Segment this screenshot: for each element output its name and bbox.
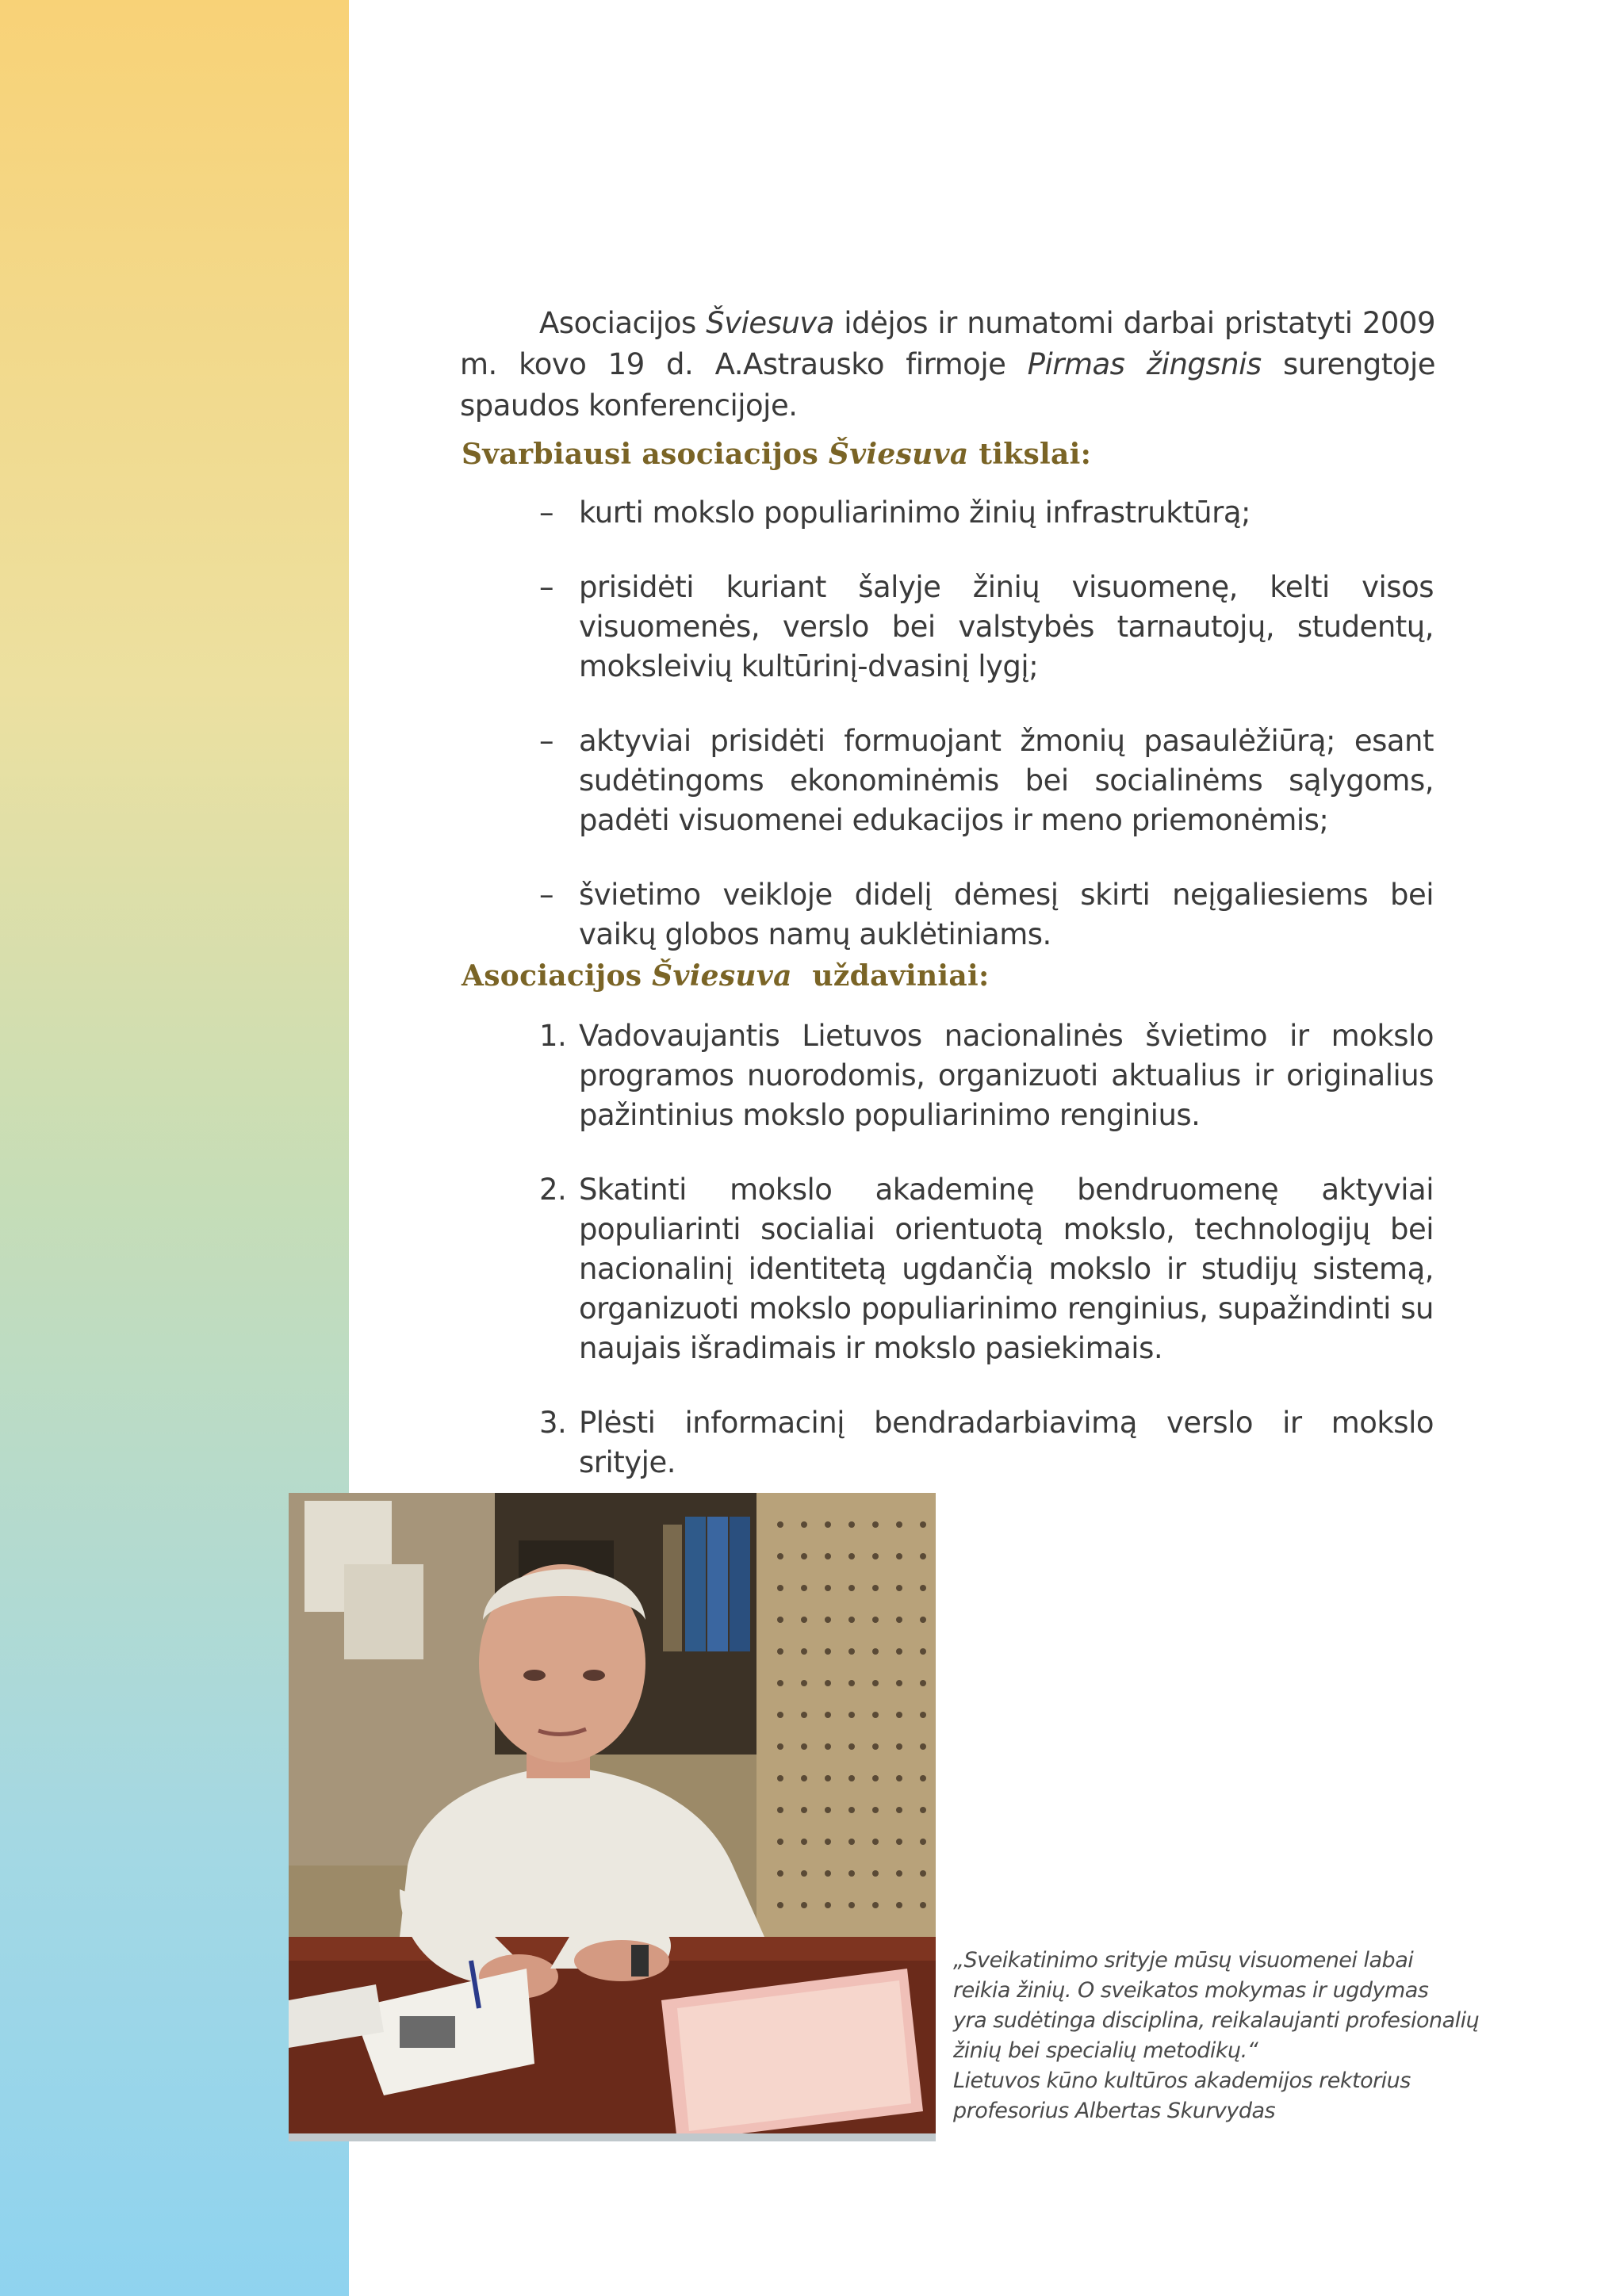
dash-marker: – <box>539 724 553 758</box>
goal-item <box>539 875 1434 955</box>
goal-text: kurti mokslo populiarinimo žinių infrastruktūrą; <box>579 496 1251 530</box>
goals-heading-suffix: tikslai: <box>968 438 1092 471</box>
task-item <box>539 1403 1434 1483</box>
intro-firm-name: Pirmas žingsnis <box>1027 347 1262 381</box>
task-item <box>539 1016 1434 1135</box>
task-text: Plėsti informacinį bendradarbiavimą verslo ir mokslo srityje. <box>579 1406 1434 1479</box>
task-number: 2. <box>539 1173 567 1207</box>
tasks-heading-suffix: uždaviniai: <box>791 959 990 993</box>
task-number: 1. <box>539 1019 567 1053</box>
dash-marker: – <box>539 496 553 530</box>
tasks-heading-name: Šviesuva <box>652 959 792 993</box>
goals-list <box>539 493 1434 989</box>
tasks-heading <box>462 959 990 993</box>
tasks-list <box>539 1016 1434 1517</box>
goals-heading-text: Svarbiausi asociacijos <box>462 438 829 471</box>
task-text: Skatinti mokslo akademinę bendruomenę aktyviai populiarinti socialiai orientuotą mokslo, technologijų bei nacionalinį identitetą ugdančią mokslo ir studijų sistemą, organizuoti mokslo populiarinimo renginius, supažindinti su naujais išradimais ir mokslo pasiekimais. <box>579 1173 1434 1365</box>
intro-paragraph <box>460 303 1435 427</box>
intro-text-2: idėjos ir numatomi darbai pristatyti 2009 m. kovo 19 d. A.Astrausko firmoje <box>460 306 1435 381</box>
dash-marker: – <box>539 570 553 604</box>
quote-attribution-title: Lietuvos kūno kultūros akademijos rektorius <box>953 2068 1411 2093</box>
rector-photo <box>289 1493 936 2141</box>
task-item <box>539 1170 1434 1368</box>
goal-text: švietimo veikloje didelį dėmesį skirti neįgaliesiems bei vaikų globos namų auklėtiniams. <box>579 878 1434 951</box>
quote-line: reikia žinių. O sveikatos mokymas ir ugdymas <box>953 1978 1429 2003</box>
dash-marker: – <box>539 878 553 912</box>
quote-attribution-name: profesorius Albertas Skurvydas <box>953 2099 1276 2123</box>
quote-line: žinių bei specialių metodikų.“ <box>953 2038 1258 2063</box>
goal-item <box>539 493 1434 533</box>
photo-illustration <box>289 1493 936 2141</box>
intro-text-3: surengtoje spaudos konferencijoje. <box>460 347 1435 423</box>
rector-quote <box>953 1946 1480 2126</box>
goal-text: aktyviai prisidėti formuojant žmonių pasaulėžiūrą; esant sudėtingoms ekonominėmis bei socialinėms sąlygoms, padėti visuomenei edukacijos ir meno priemonėmis; <box>579 724 1434 837</box>
quote-line: „Sveikatinimo srityje mūsų visuomenei labai <box>953 1948 1414 1973</box>
intro-association-name: Šviesuva <box>706 306 834 340</box>
task-text: Vadovaujantis Lietuvos nacionalinės švietimo ir mokslo programos nuorodomis, organizuoti aktualius ir originalius pažintinius mokslo populiarinimo renginius. <box>579 1019 1434 1132</box>
quote-line: yra sudėtinga disciplina, reikalaujanti profesionalių <box>953 2008 1480 2033</box>
intro-text-1: Asociacijos <box>539 306 707 340</box>
goal-text: prisidėti kuriant šalyje žinių visuomenę, kelti visos visuomenės, verslo bei valstybės tarnautojų, studentų, moksleivių kultūrinį-dvasinį lygį; <box>579 570 1434 683</box>
task-number: 3. <box>539 1406 567 1440</box>
goals-heading <box>462 438 1091 471</box>
goal-item <box>539 721 1434 840</box>
goals-heading-name: Šviesuva <box>828 438 969 471</box>
tasks-heading-text: Asociacijos <box>462 959 653 993</box>
goal-item <box>539 568 1434 687</box>
